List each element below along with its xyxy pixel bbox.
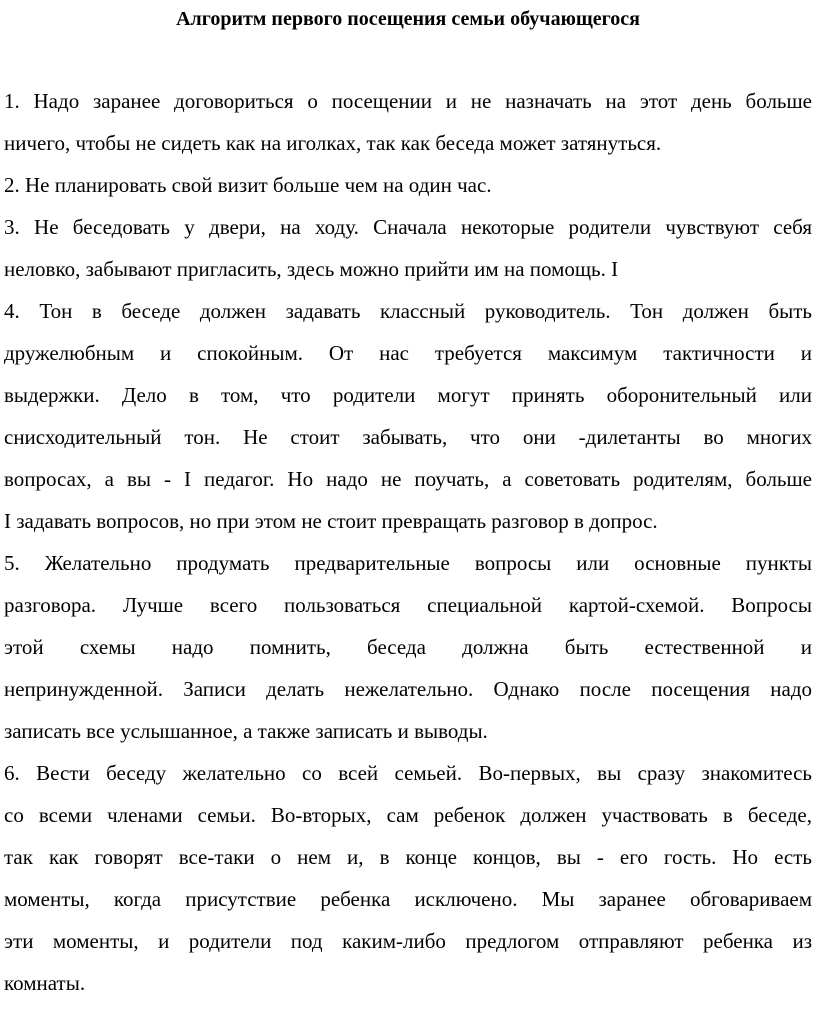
text-line: 5. Желательно продумать предварительные вопросы или основные пункты bbox=[4, 551, 812, 575]
document-title: Алгоритм первого посещения семьи обучающегося bbox=[176, 8, 640, 30]
text-line: неловко, забывают пригласить, здесь можно прийти им на помощь. I bbox=[4, 257, 619, 281]
text-line: комнаты. bbox=[4, 971, 86, 995]
text-line: 1. Надо заранее договориться о посещении и не назначать на этот день больше bbox=[4, 89, 812, 113]
text-line: ничего, чтобы не сидеть как на иголках, так как беседа может затянуться. bbox=[4, 131, 662, 155]
text-line: со всеми членами семьи. Во-вторых, сам ребенок должен участвовать в беседе, bbox=[4, 803, 812, 827]
text-line: разговора. Лучше всего пользоваться специальной картой-схемой. Вопросы bbox=[4, 593, 812, 617]
text-line: 6. Вести беседу желательно со всей семьей. Во-первых, вы сразу знакомитесь bbox=[4, 761, 812, 785]
text-line: дружелюбным и спокойным. От нас требуется максимум тактичности и bbox=[4, 341, 812, 365]
text-line: выдержки. Дело в том, что родители могут принять оборонительный или bbox=[4, 383, 812, 407]
text-line: записать все услышанное, а также записать и выводы. bbox=[4, 719, 488, 743]
text-line: 4. Тон в беседе должен задавать классный руководитель. Тон должен быть bbox=[4, 299, 812, 323]
text-line: 3. Не беседовать у двери, на ходу. Сначала некоторые родители чувствуют себя bbox=[4, 215, 812, 239]
text-line: 2. Не планировать свой визит больше чем на один час. bbox=[4, 173, 492, 197]
text-line: непринужденной. Записи делать нежелательно. Однако после посещения надо bbox=[4, 677, 812, 701]
text-line: снисходительный тон. Не стоит забывать, что они -дилетанты во многих bbox=[4, 425, 812, 449]
text-line: вопросах, а вы - I педагог. Но надо не поучать, а советовать родителям, больше bbox=[4, 467, 812, 491]
text-line: так как говорят все-таки о нем и, в конце концов, вы - его гость. Но есть bbox=[4, 845, 812, 869]
text-line: моменты, когда присутствие ребенка исключено. Мы заранее обговариваем bbox=[4, 887, 812, 911]
text-line: этой схемы надо помнить, беседа должна быть естественной и bbox=[4, 635, 812, 659]
text-line: эти моменты, и родители под каким-либо предлогом отправляют ребенка из bbox=[4, 929, 812, 953]
text-line: I задавать вопросов, но при этом не стоит превращать разговор в допрос. bbox=[4, 509, 658, 533]
